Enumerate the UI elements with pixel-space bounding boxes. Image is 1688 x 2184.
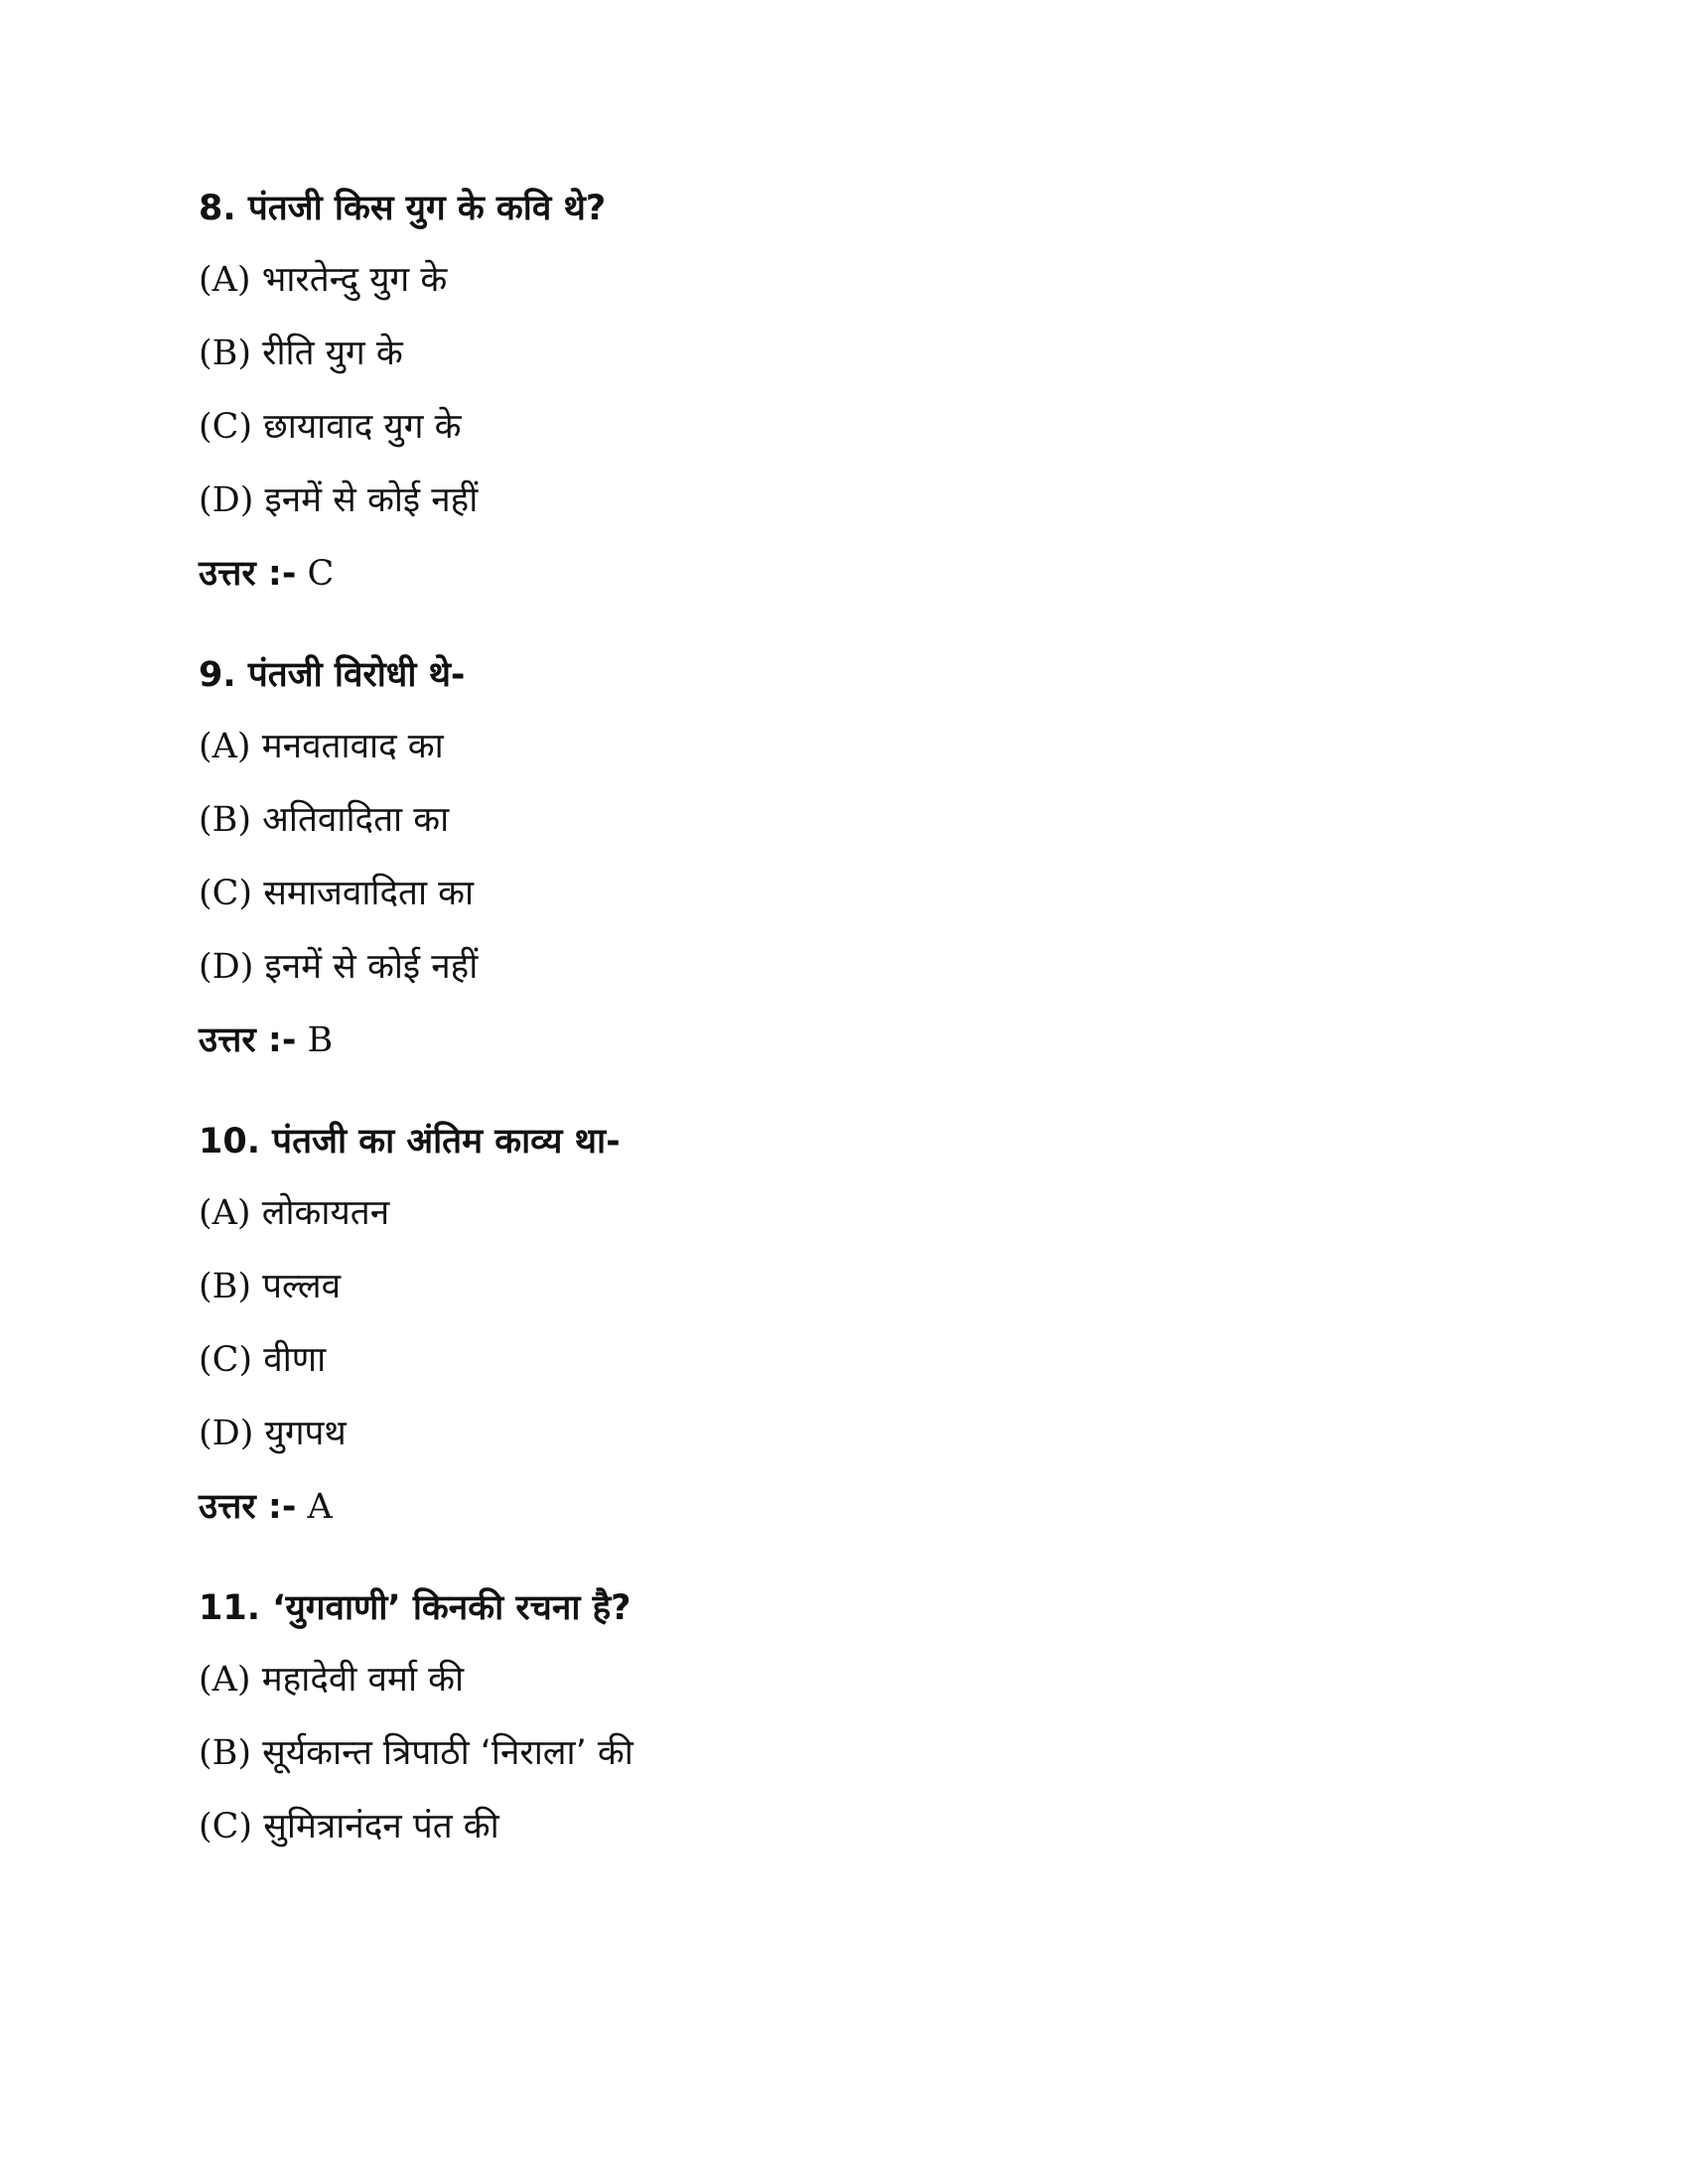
answer-label: उत्तर :- <box>199 1487 297 1527</box>
option-key: (B) <box>199 1267 252 1306</box>
answer-line <box>199 1019 1489 1062</box>
option-text: सुमित्रानंदन पंत की <box>263 1807 499 1846</box>
option-key: (A) <box>199 1660 251 1700</box>
option-a <box>199 1658 1489 1702</box>
answer-value: A <box>307 1487 333 1527</box>
option-key: (B) <box>199 800 252 840</box>
option-key: (C) <box>199 1340 253 1380</box>
option-c <box>199 1338 1489 1382</box>
option-c <box>199 872 1489 915</box>
answer-label: उत्तर :- <box>199 554 297 594</box>
option-key: (C) <box>199 1807 253 1846</box>
option-c <box>199 405 1489 449</box>
question-block <box>199 1120 1489 1529</box>
answer-line <box>199 1485 1489 1529</box>
document-page <box>199 187 1489 1906</box>
option-key: (A) <box>199 1193 251 1233</box>
option-b <box>199 1731 1489 1775</box>
option-text: रीति युग के <box>262 334 403 373</box>
question-title: 9. पंतजी विरोधी थे- <box>199 655 466 695</box>
option-a <box>199 258 1489 302</box>
option-key: (B) <box>199 334 252 373</box>
option-key: (A) <box>199 727 251 766</box>
option-text: इनमें से कोई नहीं <box>264 480 479 520</box>
question-block <box>199 187 1489 596</box>
option-text: भारतेन्दु युग के <box>261 260 448 300</box>
option-text: महादेवी वर्मा की <box>261 1660 465 1700</box>
answer-value: C <box>307 554 335 594</box>
option-text: युगपथ <box>264 1414 347 1453</box>
question-title: 8. पंतजी किस युग के कवि थे? <box>199 189 607 228</box>
answer-label: उत्तर :- <box>199 1021 297 1060</box>
option-d <box>199 478 1489 522</box>
option-key: (C) <box>199 407 253 447</box>
option-b <box>199 332 1489 375</box>
option-key: (D) <box>199 947 254 987</box>
option-text: समाजवादिता का <box>263 874 475 913</box>
option-text: छायावाद युग के <box>263 407 462 447</box>
question-block <box>199 653 1489 1062</box>
option-key: (A) <box>199 260 251 300</box>
option-key: (D) <box>199 480 254 520</box>
option-b <box>199 1265 1489 1308</box>
option-text: इनमें से कोई नहीं <box>264 947 479 987</box>
option-key: (B) <box>199 1733 252 1773</box>
option-a <box>199 1191 1489 1235</box>
option-c <box>199 1805 1489 1848</box>
question-title: 10. पंतजी का अंतिम काव्य था- <box>199 1122 621 1161</box>
answer-value: B <box>307 1021 334 1060</box>
option-text: सूर्यकान्त त्रिपाठी ‘निराला’ की <box>262 1733 633 1773</box>
option-text: वीणा <box>263 1340 327 1380</box>
option-b <box>199 798 1489 842</box>
option-key: (C) <box>199 874 253 913</box>
option-text: लोकायतन <box>261 1193 390 1233</box>
option-d <box>199 945 1489 989</box>
option-a <box>199 725 1489 768</box>
answer-line <box>199 552 1489 596</box>
option-key: (D) <box>199 1414 254 1453</box>
option-text: पल्लव <box>262 1267 342 1306</box>
question-block <box>199 1586 1489 1848</box>
question-title: 11. ‘युगवाणी’ किनकी रचना है? <box>199 1588 632 1628</box>
option-text: अतिवादिता का <box>262 800 450 840</box>
option-text: मनवतावाद का <box>261 727 444 766</box>
option-d <box>199 1412 1489 1455</box>
